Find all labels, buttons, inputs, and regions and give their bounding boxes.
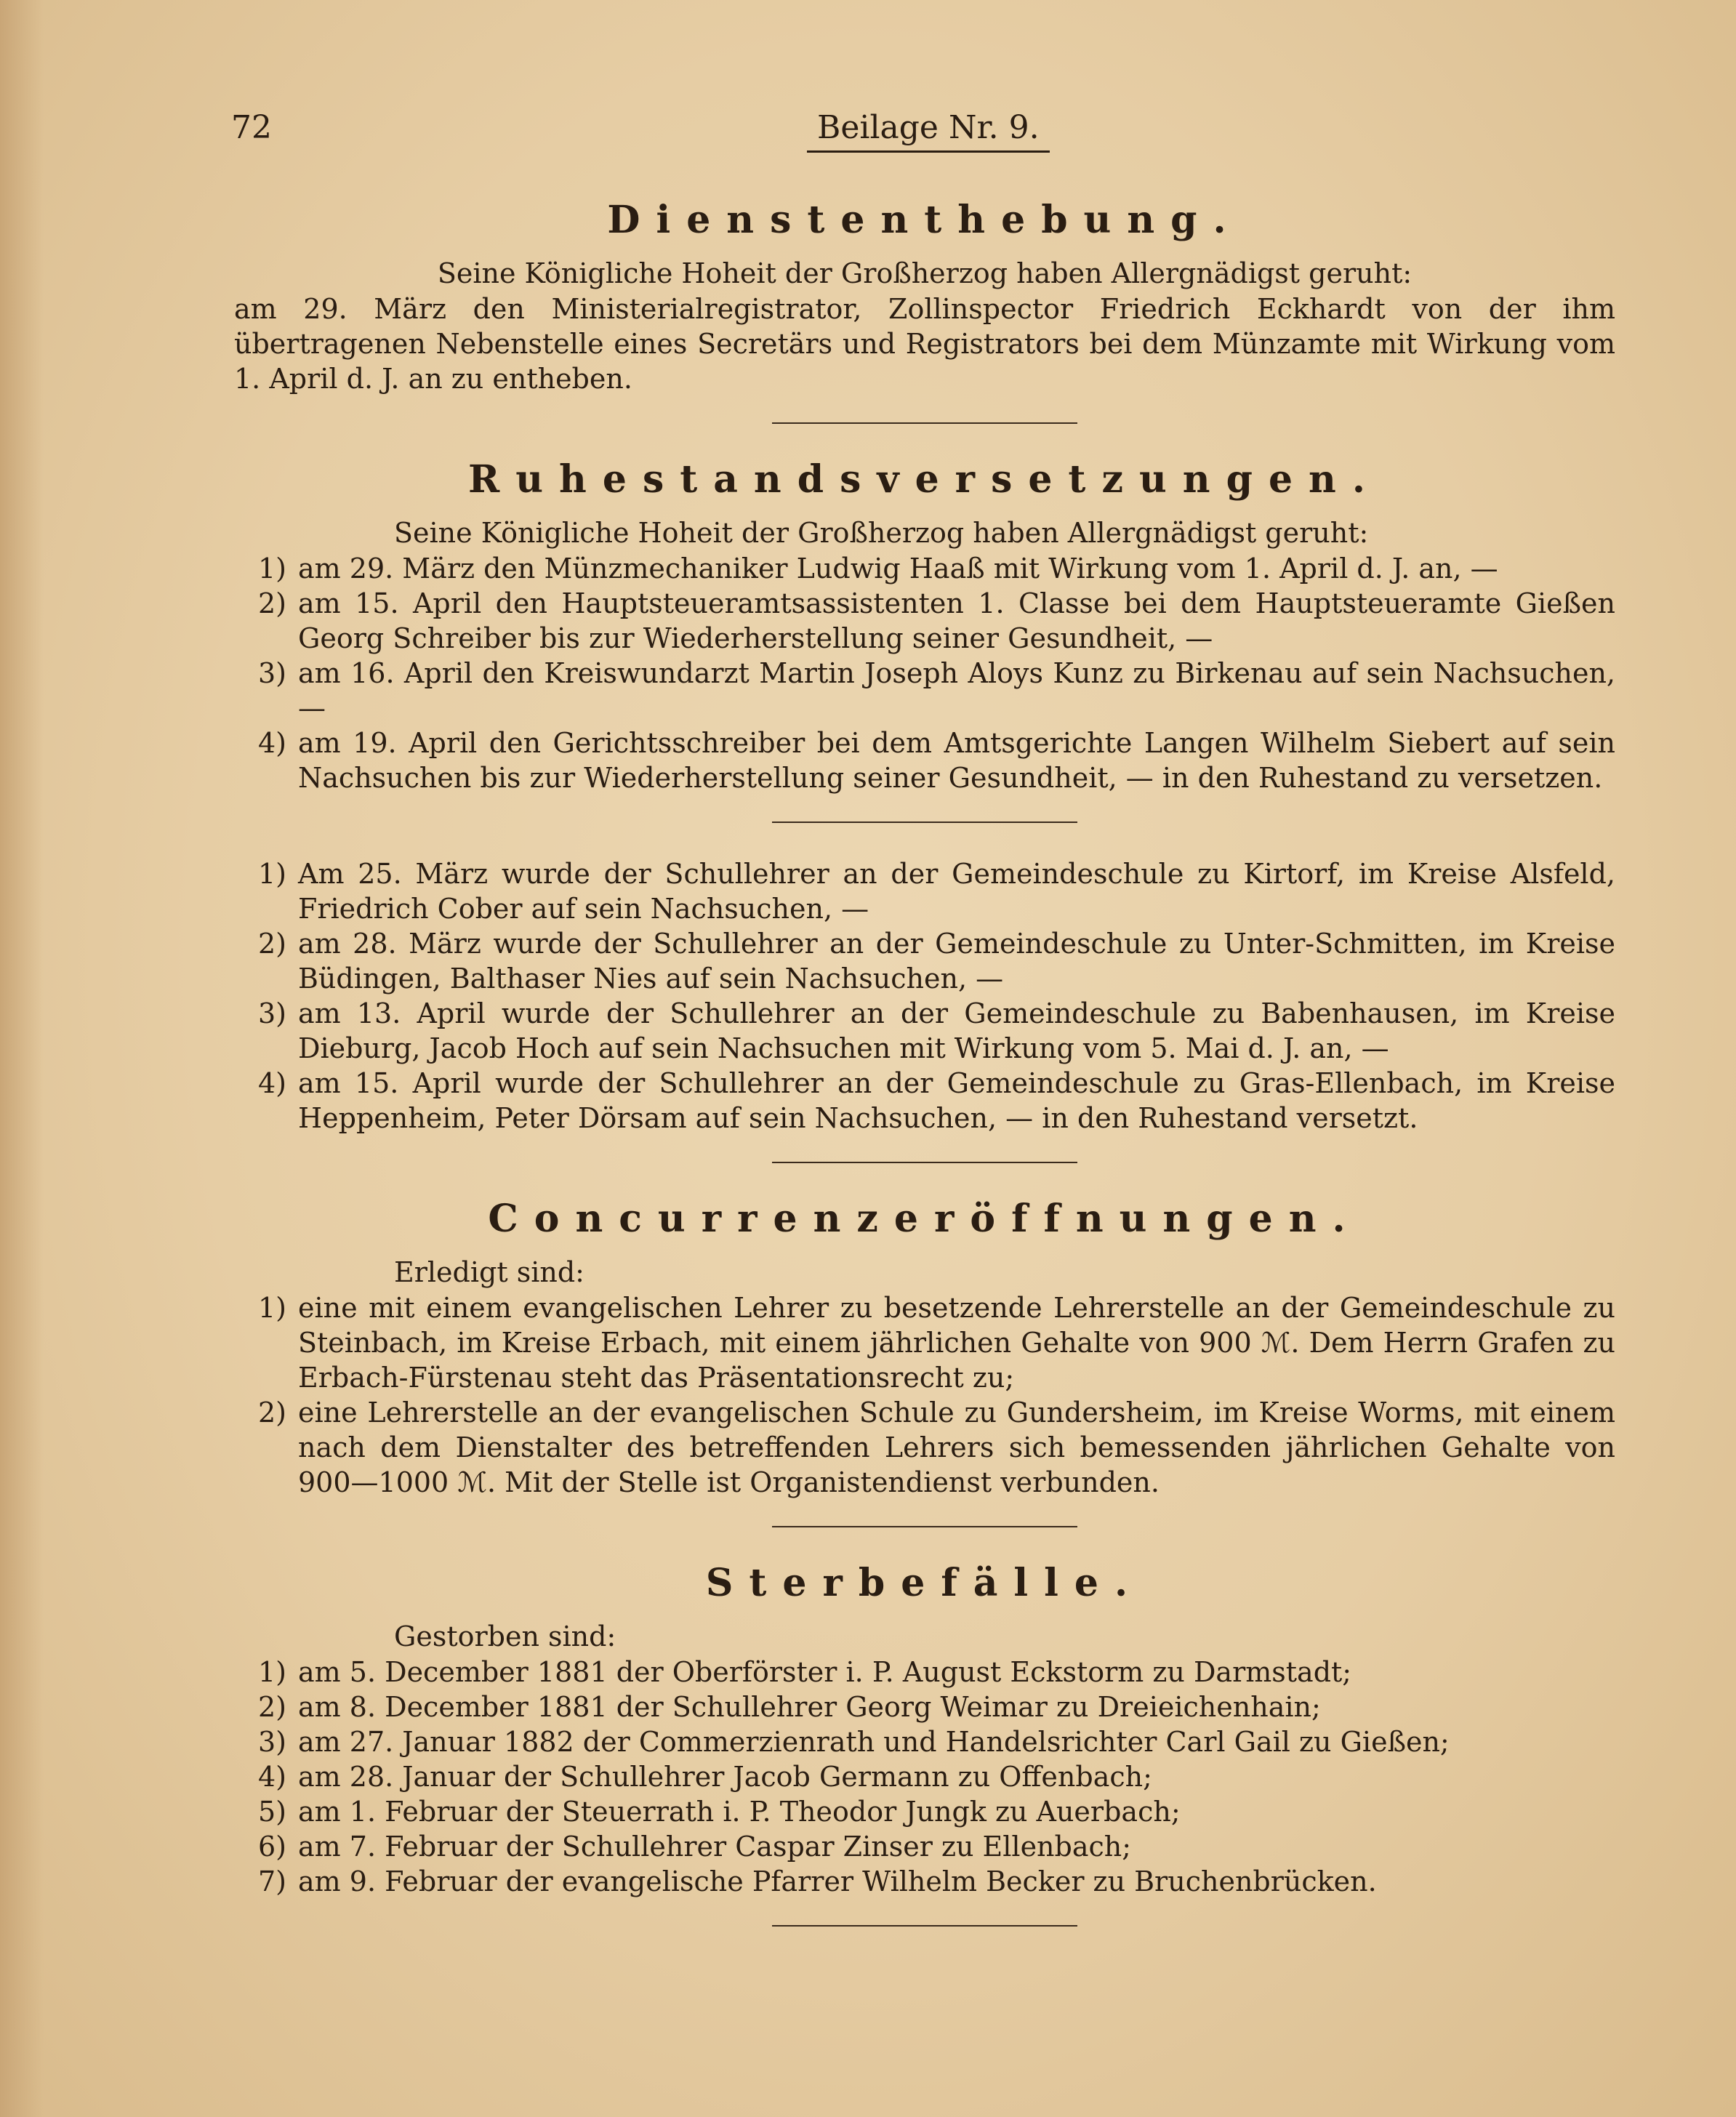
item-number: 3)	[257, 997, 286, 1029]
item-text: am 15. April wurde der Schullehrer an der Gemeindeschule zu Gras-Ellenbach, im Kreise Heppenheim, Peter Dörsam auf sein Nachsuchen, — in den Ruhestand versetzt.	[298, 1067, 1615, 1134]
divider	[772, 822, 1077, 823]
divider	[772, 422, 1077, 424]
item-number: 2)	[257, 1691, 286, 1723]
list-item	[234, 1290, 1615, 1395]
item-list	[234, 1290, 1615, 1500]
list-item	[234, 1829, 1615, 1864]
list-item	[234, 856, 1615, 926]
item-text: am 28. März wurde der Schullehrer an der Gemeindeschule zu Unter-Schmitten, im Kreise Büdingen, Balthaser Nies auf sein Nachsuchen, —	[298, 928, 1615, 995]
item-number: 6)	[257, 1831, 286, 1863]
item-list	[234, 1655, 1615, 1899]
item-number: 1)	[257, 1292, 286, 1324]
item-number: 1)	[257, 553, 286, 585]
item-text: eine Lehrerstelle an der evangelischen Schule zu Gundersheim, im Kreise Worms, mit einem nach dem Dienstalter des betreffenden Lehrers sich bemessenden jährlichen Gehalte von 900—1000 ℳ. Mit der Stelle ist Organistendienst verbunden.	[298, 1397, 1615, 1498]
list-item	[234, 996, 1615, 1066]
page-header	[0, 109, 1736, 153]
page-content	[234, 182, 1615, 1960]
list-item	[234, 726, 1615, 795]
item-text: am 28. Januar der Schullehrer Jacob Germann zu Offenbach;	[298, 1761, 1152, 1793]
item-list	[234, 551, 1615, 795]
section-intro: Erledigt sind:	[394, 1256, 584, 1288]
list-item	[234, 1655, 1615, 1690]
item-number: 2)	[257, 1397, 286, 1429]
page-number: 72	[231, 109, 272, 146]
section-dienstenthebung	[234, 198, 1615, 396]
item-text: am 15. April den Hauptsteueramtsassistenten 1. Classe bei dem Hauptsteueramte Gießen Georg Schreiber bis zur Wiederherstellung seiner Gesundheit, —	[298, 587, 1615, 654]
item-text: am 5. December 1881 der Oberförster i. P. August Eckstorm zu Darmstadt;	[298, 1656, 1352, 1688]
list-item	[234, 1864, 1615, 1899]
list-item	[234, 586, 1615, 656]
item-text: am 27. Januar 1882 der Commerzienrath und Handelsrichter Carl Gail zu Gießen;	[298, 1726, 1450, 1758]
list-item	[234, 1066, 1615, 1136]
list-item	[234, 1794, 1615, 1829]
section-ruhestand	[234, 457, 1615, 795]
section-text: am 29. März den Ministerialregistrator, Zollinspector Friedrich Eckhardt von der ihm übertragenen Nebenstelle eines Secretärs und Registrators bei dem Münzamte mit Wirkung vom 1. April d. J. an zu entheben.	[234, 293, 1615, 395]
section-intro: Seine Königliche Hoheit der Großherzog haben Allergnädigst geruht:	[394, 517, 1369, 549]
section-intro: Seine Königliche Hoheit der Großherzog haben Allergnädigst geruht:	[437, 257, 1412, 289]
list-item	[234, 926, 1615, 996]
divider	[772, 1162, 1077, 1163]
item-text: am 13. April wurde der Schullehrer an der Gemeindeschule zu Babenhausen, im Kreise Dieburg, Jacob Hoch auf sein Nachsuchen mit Wirkung vom 5. Mai d. J. an, —	[298, 997, 1615, 1064]
item-number: 5)	[257, 1796, 286, 1828]
running-title: Beilage Nr. 9.	[807, 109, 1050, 153]
section-heading: Ruhestandsversetzungen.	[468, 457, 1381, 502]
item-number: 4)	[257, 1067, 286, 1099]
list-item	[234, 1690, 1615, 1724]
item-text: am 8. December 1881 der Schullehrer Georg Weimar zu Dreieichenhain;	[298, 1691, 1321, 1723]
item-number: 3)	[257, 657, 286, 689]
item-number: 4)	[257, 1761, 286, 1793]
item-text: am 19. April den Gerichtsschreiber bei dem Amtsgerichte Langen Wilhelm Siebert auf sein Nachsuchen bis zur Wiederherstellung seiner Gesundheit, — in den Ruhestand zu versetzen.	[298, 727, 1615, 794]
item-text: am 9. Februar der evangelische Pfarrer Wilhelm Becker zu Bruchenbrücken.	[298, 1865, 1377, 1897]
section-heading: Sterbefälle.	[705, 1561, 1144, 1605]
list-item	[234, 1724, 1615, 1759]
list-item	[234, 1759, 1615, 1794]
section-heading: Concurrenzeröffnungen.	[488, 1197, 1362, 1241]
list-item	[234, 1395, 1615, 1500]
section-sterbefaelle	[234, 1561, 1615, 1899]
section-heading: Dienstenthebung.	[607, 198, 1242, 242]
item-number: 7)	[257, 1865, 286, 1897]
divider	[772, 1526, 1077, 1527]
item-number: 1)	[257, 1656, 286, 1688]
section-concurrenz	[234, 1197, 1615, 1500]
section-intro: Gestorben sind:	[394, 1620, 616, 1652]
item-number: 2)	[257, 587, 286, 619]
item-text: Am 25. März wurde der Schullehrer an der Gemeindeschule zu Kirtorf, im Kreise Alsfeld, Friedrich Cober auf sein Nachsuchen, —	[298, 858, 1615, 925]
divider	[772, 1925, 1077, 1927]
item-list	[234, 856, 1615, 1136]
item-text: am 16. April den Kreiswundarzt Martin Joseph Aloys Kunz zu Birkenau auf sein Nachsuchen, —	[298, 657, 1615, 724]
item-text: eine mit einem evangelischen Lehrer zu besetzende Lehrerstelle an der Gemeindeschule zu Steinbach, im Kreise Erbach, mit einem jährlichen Gehalte von 900 ℳ. Dem Herrn Grafen zu Erbach-Fürstenau steht das Präsentationsrecht zu;	[298, 1292, 1615, 1394]
item-number: 1)	[257, 858, 286, 890]
list-item	[234, 656, 1615, 726]
list-item	[234, 551, 1615, 586]
item-text: am 1. Februar der Steuerrath i. P. Theodor Jungk zu Auerbach;	[298, 1796, 1181, 1828]
item-number: 3)	[257, 1726, 286, 1758]
item-text: am 7. Februar der Schullehrer Caspar Zinser zu Ellenbach;	[298, 1831, 1132, 1863]
item-number: 2)	[257, 928, 286, 960]
item-text: am 29. März den Münzmechaniker Ludwig Haaß mit Wirkung vom 1. April d. J. an, —	[298, 553, 1498, 585]
section-schullehrer	[234, 856, 1615, 1136]
item-number: 4)	[257, 727, 286, 759]
